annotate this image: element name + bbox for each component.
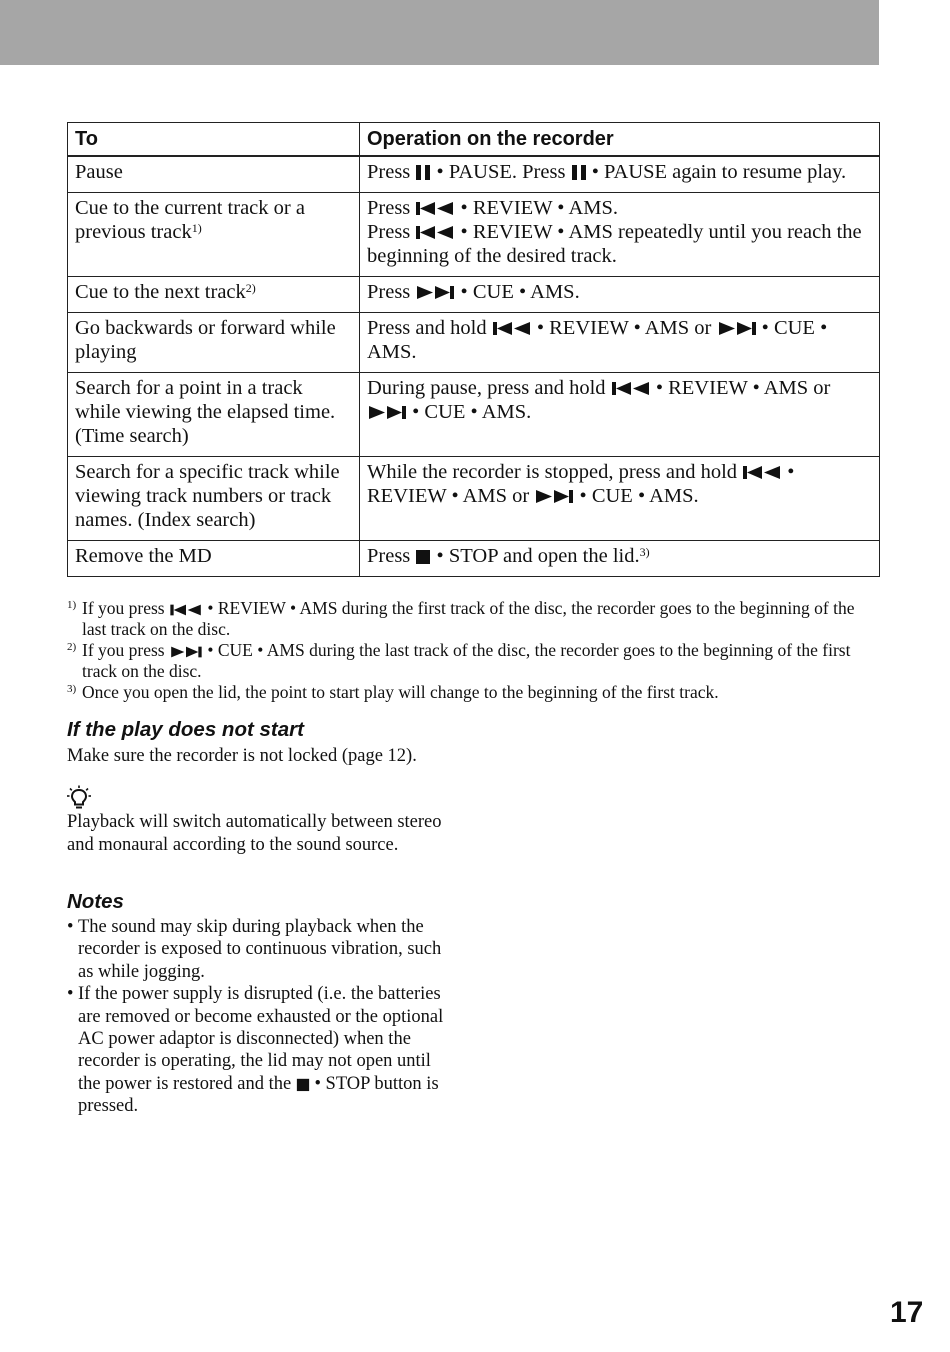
footnote-ref: 1) <box>191 221 202 235</box>
play-not-start-text: Make sure the recorder is not locked (page 12). <box>67 746 417 766</box>
operation-line <box>367 376 872 424</box>
text-run: • CUE • AMS during the last track of the disc, the recorder goes to the beginning of the first track on the disc. <box>82 640 851 681</box>
page-number: 17 <box>890 1296 924 1329</box>
cell-to <box>68 156 360 193</box>
cell-operation <box>360 541 880 577</box>
cell-to <box>68 541 360 577</box>
table-row <box>68 156 880 193</box>
cell-operation <box>360 373 880 457</box>
cell-to <box>68 313 360 373</box>
text-run: While the recorder is stopped, press and hold <box>367 461 743 483</box>
table-row <box>68 277 880 313</box>
text-run: • REVIEW • AMS or <box>650 377 831 399</box>
text-run: If you press <box>82 598 169 618</box>
text-run: Remove the MD <box>75 545 212 567</box>
cell-operation <box>360 193 880 277</box>
review-icon <box>415 200 455 217</box>
tip-text: Playback will switch automatically between stereo and monaural according to the sound source. <box>67 812 442 855</box>
footnote-mark: 2) <box>67 641 77 653</box>
footnote <box>67 682 879 703</box>
text-run: • STOP and open the lid. <box>431 545 640 567</box>
notes-list <box>67 916 447 1118</box>
lightbulb-icon <box>67 785 91 811</box>
text-run: • REVIEW • AMS repeatedly until you reach the beginning of the desired track. <box>367 221 862 267</box>
text-run: Cue to the next track <box>75 281 246 303</box>
text-run: • CUE • AMS. <box>455 281 580 303</box>
notes-heading: Notes <box>67 890 124 913</box>
table-row <box>68 541 880 577</box>
pause-icon <box>571 164 587 181</box>
cue-icon <box>415 284 455 301</box>
text-run: The sound may skip during playback when the recorder is exposed to continuous vibration, such as while jogging. <box>78 917 442 982</box>
play-not-start-heading: If the play does not start <box>67 718 304 741</box>
pause-icon <box>415 164 431 181</box>
text-run: • REVIEW • AMS or <box>367 461 795 507</box>
review-icon <box>492 320 532 337</box>
operation-line <box>367 316 872 364</box>
notes-section <box>67 890 447 1118</box>
footnotes <box>67 598 879 703</box>
text-run: • PAUSE. Press <box>431 161 571 183</box>
footnote-mark: 3) <box>67 683 77 695</box>
text-run: Press <box>367 281 416 303</box>
stop-icon <box>296 1077 310 1092</box>
operation-line <box>367 196 872 220</box>
text-run: • REVIEW • AMS during the first track of the disc, the recorder goes to the beginning of the last track on the disc. <box>82 598 855 639</box>
text-run: Search for a point in a track while viewing the elapsed time. (Time search) <box>75 377 336 447</box>
cell-operation <box>360 457 880 541</box>
cue-icon <box>169 645 203 659</box>
cell-operation <box>360 156 880 193</box>
operations-table <box>67 122 880 577</box>
review-icon <box>742 464 782 481</box>
text-run: Go backwards or forward while playing <box>75 317 336 363</box>
operation-line <box>367 544 872 568</box>
cell-to <box>68 277 360 313</box>
header-to: To <box>68 123 360 157</box>
text-run: If you press <box>82 640 169 660</box>
cue-icon <box>717 320 757 337</box>
cell-to <box>68 193 360 277</box>
cell-operation <box>360 313 880 373</box>
tip-section <box>67 785 447 856</box>
review-icon <box>611 380 651 397</box>
table-row <box>68 373 880 457</box>
cue-icon <box>367 404 407 421</box>
text-run: Press <box>367 161 416 183</box>
text-run: Search for a specific track while viewing track numbers or track names. (Index search) <box>75 461 340 531</box>
text-run: • REVIEW • AMS. <box>455 197 619 219</box>
cell-to <box>68 373 360 457</box>
text-run: If the power supply is disrupted (i.e. the batteries are removed or become exhausted or the optional AC power adaptor is disconnected) when the recorder is operating, the lid may not open until the power is restored and the <box>78 984 444 1094</box>
operation-line <box>367 460 872 508</box>
operation-line <box>367 220 872 268</box>
table-row <box>68 457 880 541</box>
bullet: • <box>67 917 74 937</box>
text-run: Pause <box>75 161 123 183</box>
text-run: • CUE • AMS. <box>407 401 532 423</box>
footnote <box>67 598 879 640</box>
cue-icon <box>534 488 574 505</box>
text-run: Press and hold <box>367 317 492 339</box>
footnote-ref: 2) <box>245 281 256 295</box>
operation-line <box>367 280 872 304</box>
footnote <box>67 640 879 682</box>
text-run: Press <box>367 545 416 567</box>
operation-line <box>367 160 872 184</box>
table-row <box>68 313 880 373</box>
text-run: • REVIEW • AMS or <box>531 317 717 339</box>
list-item <box>67 983 447 1117</box>
text-run: • PAUSE again to resume play. <box>586 161 847 183</box>
text-run: During pause, press and hold <box>367 377 611 399</box>
text-run: Press <box>367 197 416 219</box>
footnote-mark: 1) <box>67 599 77 611</box>
play-not-start-section <box>67 718 447 768</box>
footnote-ref: 3) <box>639 545 650 559</box>
text-run: • CUE • AMS. <box>367 317 828 363</box>
text-run: • CUE • AMS. <box>574 485 699 507</box>
list-item <box>67 916 447 983</box>
header-operation: Operation on the recorder <box>360 123 880 157</box>
table-row <box>68 193 880 277</box>
bullet: • <box>67 984 74 1005</box>
text-run: • STOP button is pressed. <box>78 1073 439 1117</box>
text-run: Cue to the current track or a previous track <box>75 197 305 243</box>
stop-icon <box>415 548 431 565</box>
text-run: Press <box>367 221 416 243</box>
text-run: Once you open the lid, the point to start play will change to the beginning of the first track. <box>82 682 719 702</box>
header-band <box>0 0 879 65</box>
table-header-row <box>68 123 880 157</box>
review-icon <box>169 603 203 617</box>
review-icon <box>415 224 455 241</box>
cell-to <box>68 457 360 541</box>
cell-operation <box>360 277 880 313</box>
